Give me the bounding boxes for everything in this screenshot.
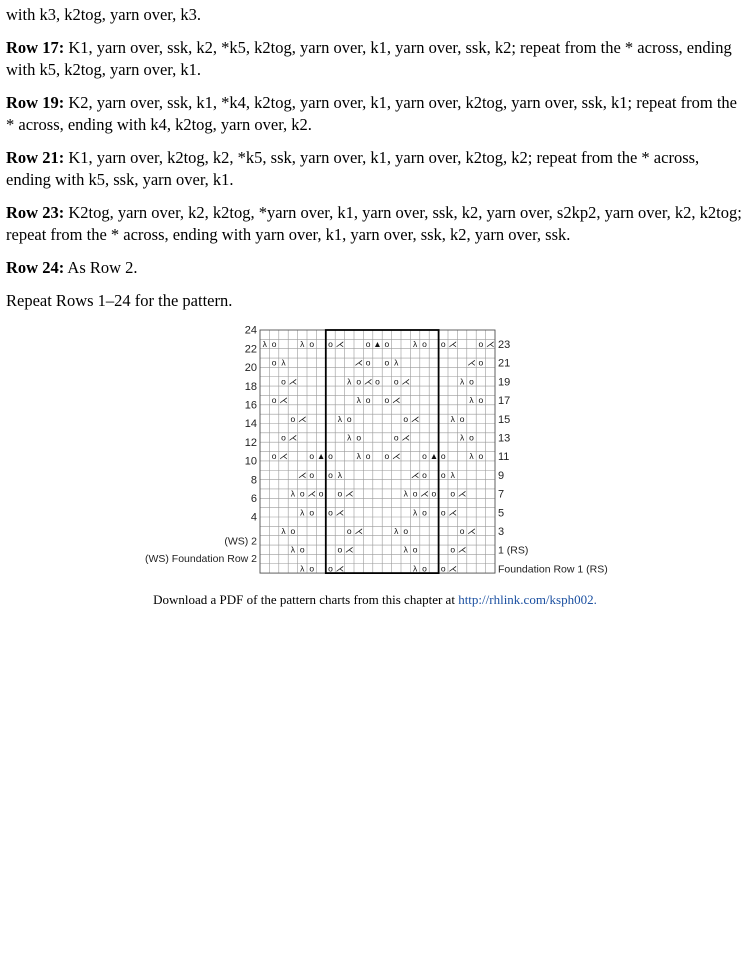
instruction-row-23 bbox=[6, 202, 742, 246]
stitch-symbol: ⋌ bbox=[354, 357, 363, 368]
row-text: K2tog, yarn over, k2, k2tog, *yarn over, k1, yarn over, ssk, k2, yarn over, s2kp2, yarn over, k2, k2tog; repeat from the * across, ending with yarn over, k1, yarn over, ssk, k2, yarn over, ssk. bbox=[6, 203, 742, 244]
stitch-symbol: λ bbox=[300, 507, 305, 518]
instruction-row-21 bbox=[6, 147, 742, 191]
stitch-symbol: o bbox=[403, 526, 409, 537]
stitch-symbol: o bbox=[459, 413, 465, 424]
chart-row-number-left: 6 bbox=[250, 492, 257, 505]
stitch-symbol: o bbox=[393, 432, 399, 443]
stitch-symbol: ⋌ bbox=[335, 563, 345, 574]
stitch-symbol: λ bbox=[337, 413, 343, 424]
stitch-symbol: o bbox=[318, 488, 324, 499]
stitch-symbol: o bbox=[450, 544, 456, 555]
stitch-symbol: o bbox=[440, 563, 446, 574]
row-text: K1, yarn over, k2tog, k2, *k5, ssk, yarn over, k1, yarn over, k2tog, k2; repeat from the * across, ending with k5, ssk, yarn over, k1. bbox=[6, 148, 700, 189]
stitch-symbol: o bbox=[459, 526, 465, 537]
stitch-symbol: o bbox=[365, 451, 371, 462]
stitch-symbol: o bbox=[384, 451, 390, 462]
chart-row-number-right: 23 bbox=[498, 339, 511, 352]
stitch-symbol: ⋌ bbox=[410, 469, 420, 480]
stitch-symbol: ⋌ bbox=[467, 357, 476, 368]
stitch-symbol: λ bbox=[356, 395, 361, 406]
stitch-symbol: λ bbox=[347, 376, 352, 387]
ws-row-2-label: (WS) 2 bbox=[224, 535, 257, 548]
chart-row-number-right: 21 bbox=[498, 357, 511, 370]
chart-row-number-right: 19 bbox=[498, 376, 511, 389]
stitch-symbol: ⋌ bbox=[298, 413, 307, 424]
pdf-download-link[interactable]: http://rhlink.com/ksph002. bbox=[458, 592, 597, 607]
stitch-symbol: λ bbox=[394, 526, 399, 537]
stitch-symbol: o bbox=[440, 469, 446, 480]
stitch-symbol: o bbox=[290, 526, 296, 537]
stitch-symbol: ▲ bbox=[316, 451, 326, 462]
chart-row-number-left: 14 bbox=[244, 418, 257, 431]
stitch-symbol: λ bbox=[290, 544, 296, 555]
stitch-symbol: o bbox=[450, 488, 456, 499]
stitch-symbol: o bbox=[422, 507, 427, 518]
stitch-symbol: λ bbox=[281, 357, 286, 368]
chart-row-number-left: 12 bbox=[244, 436, 257, 449]
stitch-symbol: o bbox=[440, 339, 446, 350]
stitch-symbol: o bbox=[271, 395, 277, 406]
stitch-symbol: o bbox=[328, 507, 333, 518]
chart-row-number-right: 17 bbox=[498, 395, 511, 408]
stitch-symbol: o bbox=[403, 413, 409, 424]
stitch-symbol: o bbox=[309, 339, 315, 350]
row-label: Row 23: bbox=[6, 203, 65, 222]
stitch-symbol: ⋌ bbox=[279, 395, 288, 406]
stitch-symbol: o bbox=[365, 357, 371, 368]
row-label: Row 21: bbox=[6, 148, 65, 167]
stitch-symbol: o bbox=[309, 563, 315, 574]
stitch-symbol: o bbox=[281, 432, 286, 443]
chart-row-number-right: 5 bbox=[498, 507, 505, 520]
chart-row-number-left: 16 bbox=[244, 399, 257, 412]
chart-caption bbox=[0, 592, 750, 608]
stitch-symbol: ⋌ bbox=[448, 339, 457, 350]
stitch-symbol: o bbox=[337, 488, 343, 499]
stitch-symbol: o bbox=[346, 526, 352, 537]
stitch-symbol: ⋌ bbox=[392, 395, 401, 406]
knitting-chart bbox=[0, 325, 750, 580]
stitch-symbol: o bbox=[356, 376, 362, 387]
foundation-ws-label: (WS) Foundation Row 2 bbox=[144, 553, 257, 566]
stitch-symbol: λ bbox=[469, 395, 474, 406]
stitch-symbol: ⋌ bbox=[335, 339, 345, 350]
row-text: As Row 2. bbox=[64, 258, 138, 277]
stitch-symbol: o bbox=[431, 488, 437, 499]
stitch-symbol: o bbox=[478, 395, 484, 406]
stitch-symbol: λ bbox=[450, 413, 455, 424]
row-text: K2, yarn over, ssk, k1, *k4, k2tog, yarn over, k1, yarn over, k2tog, yarn over, ssk, k1; repeat from the * across, ending with k4, k2tog, yarn over, k2. bbox=[6, 93, 737, 134]
pattern-instructions bbox=[6, 4, 742, 323]
stitch-symbol: ⋌ bbox=[457, 488, 467, 499]
stitch-symbol: o bbox=[271, 357, 277, 368]
chart-row-number-right: 9 bbox=[498, 469, 505, 482]
stitch-symbol: λ bbox=[412, 507, 418, 518]
stitch-symbol: ⋌ bbox=[467, 526, 476, 537]
stitch-symbol: o bbox=[365, 395, 371, 406]
stitch-symbol: λ bbox=[459, 432, 465, 443]
stitch-symbol: o bbox=[412, 488, 418, 499]
stitch-symbol: ⋌ bbox=[363, 376, 373, 387]
stitch-symbol: o bbox=[356, 432, 362, 443]
chart-row-number-left: 20 bbox=[244, 362, 257, 375]
stitch-symbol: ⋌ bbox=[486, 339, 495, 350]
chart-row-number-right: 7 bbox=[498, 488, 505, 501]
stitch-symbol: ⋌ bbox=[457, 544, 467, 555]
stitch-symbol: o bbox=[478, 357, 484, 368]
stitch-symbol: o bbox=[309, 507, 315, 518]
chart-row-number-right: 13 bbox=[498, 432, 511, 445]
stitch-symbol: ⋌ bbox=[401, 432, 410, 443]
stitch-symbol: o bbox=[328, 339, 333, 350]
stitch-symbol: λ bbox=[403, 544, 408, 555]
stitch-symbol: λ bbox=[300, 339, 305, 350]
stitch-symbol: λ bbox=[450, 469, 455, 480]
stitch-symbol: o bbox=[281, 376, 286, 387]
stitch-symbol: o bbox=[290, 413, 296, 424]
caption-text: Download a PDF of the pattern charts from this chapter at bbox=[153, 592, 459, 607]
stitch-symbol: o bbox=[478, 451, 484, 462]
instruction-row-19 bbox=[6, 92, 742, 136]
stitch-symbol: ⋌ bbox=[448, 507, 457, 518]
rs-row-1-label: 1 (RS) bbox=[498, 544, 529, 557]
stitch-symbol: o bbox=[440, 451, 446, 462]
instruction-row-24 bbox=[6, 257, 742, 279]
stitch-symbol: ⋌ bbox=[335, 507, 345, 518]
instruction-continuation: with k3, k2tog, yarn over, k3. bbox=[6, 5, 202, 24]
stitch-symbol: o bbox=[328, 451, 333, 462]
chart-row-number-left: 10 bbox=[244, 455, 257, 468]
stitch-symbol: o bbox=[422, 469, 427, 480]
stitch-symbol: o bbox=[469, 432, 474, 443]
stitch-symbol: λ bbox=[347, 432, 352, 443]
stitch-symbol: ⋌ bbox=[448, 563, 457, 574]
stitch-symbol: o bbox=[422, 451, 427, 462]
stitch-symbol: λ bbox=[290, 488, 296, 499]
stitch-symbol: o bbox=[337, 544, 343, 555]
stitch-symbol: o bbox=[309, 469, 315, 480]
chart-row-number-left: 4 bbox=[250, 511, 257, 524]
stitch-symbol: λ bbox=[459, 376, 465, 387]
stitch-symbol: o bbox=[309, 451, 315, 462]
stitch-symbol: ⋌ bbox=[420, 488, 429, 499]
instruction-row-17 bbox=[6, 37, 742, 81]
stitch-symbol: λ bbox=[403, 488, 408, 499]
chart-row-number-right: 3 bbox=[498, 526, 505, 539]
stitch-symbol: o bbox=[299, 488, 305, 499]
stitch-symbol: o bbox=[469, 376, 474, 387]
stitch-symbol: o bbox=[422, 563, 427, 574]
row-label: Row 19: bbox=[6, 93, 65, 112]
stitch-symbol: ⋌ bbox=[298, 469, 307, 480]
stitch-symbol: λ bbox=[281, 526, 286, 537]
stitch-symbol: ⋌ bbox=[307, 488, 316, 499]
stitch-symbol: λ bbox=[356, 451, 361, 462]
chart-row-number-right: 15 bbox=[498, 413, 511, 426]
stitch-symbol: ⋌ bbox=[345, 544, 354, 555]
stitch-symbol: ⋌ bbox=[401, 376, 410, 387]
chart-row-number-right: 11 bbox=[498, 451, 510, 464]
stitch-symbol: λ bbox=[469, 451, 474, 462]
instruction-repeat: Repeat Rows 1–24 for the pattern. bbox=[6, 291, 233, 310]
stitch-symbol: λ bbox=[337, 469, 343, 480]
stitch-symbol: o bbox=[478, 339, 484, 350]
stitch-symbol: o bbox=[384, 395, 390, 406]
stitch-symbol: o bbox=[384, 357, 390, 368]
stitch-symbol: ▲ bbox=[429, 451, 439, 462]
stitch-symbol: λ bbox=[394, 357, 399, 368]
stitch-symbol: ⋌ bbox=[410, 413, 420, 424]
stitch-symbol: ⋌ bbox=[288, 432, 298, 443]
stitch-symbol: λ bbox=[412, 563, 418, 574]
stitch-symbol: λ bbox=[300, 563, 305, 574]
row-text: K1, yarn over, ssk, k2, *k5, k2tog, yarn over, k1, yarn over, ssk, k2; repeat from the * across, ending with k5, k2tog, yarn over, k1. bbox=[6, 38, 732, 79]
stitch-symbol: o bbox=[299, 544, 305, 555]
row-label: Row 24: bbox=[6, 258, 65, 277]
chart-row-number-left: 8 bbox=[250, 474, 257, 487]
stitch-symbol: o bbox=[412, 544, 418, 555]
stitch-symbol: o bbox=[422, 339, 427, 350]
stitch-symbol: ⋌ bbox=[392, 451, 401, 462]
stitch-symbol: o bbox=[328, 469, 333, 480]
stitch-symbol: o bbox=[271, 451, 277, 462]
foundation-rs-label: Foundation Row 1 (RS) bbox=[498, 563, 608, 576]
chart-row-number-left: 18 bbox=[244, 380, 257, 393]
row-label: Row 17: bbox=[6, 38, 65, 57]
stitch-symbol: ⋌ bbox=[279, 451, 288, 462]
stitch-symbol: o bbox=[365, 339, 371, 350]
stitch-symbol: o bbox=[375, 376, 380, 387]
stitch-symbol: ⋌ bbox=[354, 526, 363, 537]
chart-row-number-left: 22 bbox=[244, 343, 257, 356]
stitch-symbol: ▲ bbox=[373, 339, 382, 350]
stitch-symbol: λ bbox=[412, 339, 418, 350]
stitch-symbol: λ bbox=[262, 339, 267, 350]
stitch-symbol: o bbox=[271, 339, 277, 350]
stitch-symbol: ⋌ bbox=[345, 488, 354, 499]
stitch-symbol: o bbox=[384, 339, 390, 350]
stitch-symbol: o bbox=[393, 376, 399, 387]
stitch-symbol: o bbox=[346, 413, 352, 424]
stitch-symbol: ⋌ bbox=[288, 376, 298, 387]
stitch-symbol: o bbox=[328, 563, 333, 574]
chart-row-number-left: 24 bbox=[244, 325, 257, 337]
stitch-symbol: o bbox=[440, 507, 446, 518]
